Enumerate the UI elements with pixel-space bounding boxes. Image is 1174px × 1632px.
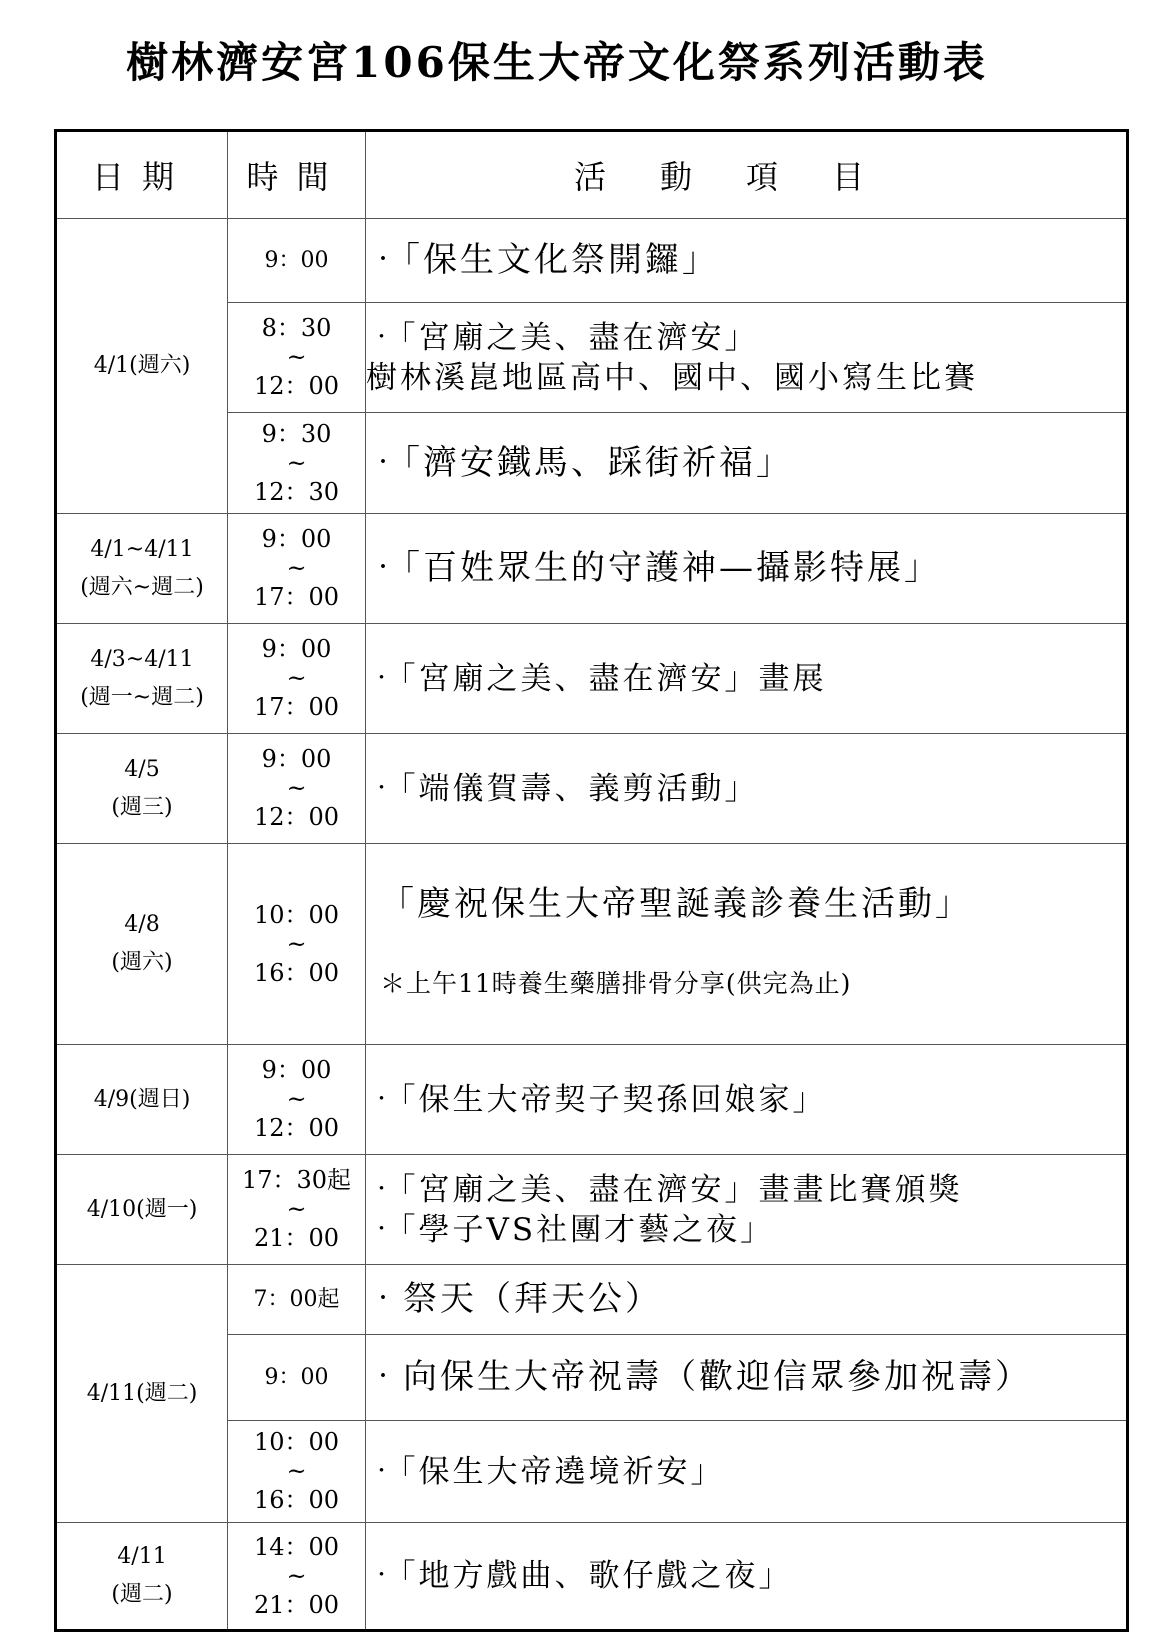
header-date: 日期 bbox=[56, 131, 228, 219]
table-row bbox=[56, 1523, 1128, 1631]
activity-text: 「慶祝保生大帝聖誕義診養生活動」 bbox=[380, 884, 972, 924]
activity-cell bbox=[366, 514, 1128, 624]
activity-cell bbox=[366, 1335, 1128, 1421]
table-row bbox=[56, 1155, 1128, 1265]
date-cell: 4/1(週六) bbox=[56, 219, 228, 514]
time-cell: 10：00 ~ 16：00 bbox=[228, 1421, 366, 1523]
date-cell: 4/11(週二) bbox=[56, 1265, 228, 1523]
activity-cell: ‧「宮廟之美、盡在濟安」畫畫比賽頒獎 ‧「學子VS社團才藝之夜」 bbox=[366, 1155, 1128, 1265]
table-row bbox=[56, 514, 1128, 624]
time-cell: 10：00 ~ 16：00 bbox=[228, 844, 366, 1045]
date-cell: 4/9(週日) bbox=[56, 1045, 228, 1155]
date-cell: 4/3~4/11 (週一~週二) bbox=[56, 624, 228, 734]
date-cell: 4/11 (週二) bbox=[56, 1523, 228, 1631]
activity-text: ‧向保生大帝祝壽（歡迎信眾參加祝壽） bbox=[366, 1357, 1032, 1397]
schedule-table bbox=[54, 129, 1129, 1632]
page-title: 樹林濟安宮106保生大帝文化祭系列活動表 bbox=[126, 38, 988, 87]
activity-cell bbox=[366, 413, 1128, 514]
time-cell: 8：30 ~ 12：00 bbox=[228, 303, 366, 413]
table-row bbox=[56, 1045, 1128, 1155]
table-row bbox=[56, 734, 1128, 844]
time-cell: 17：30起 ~ 21：00 bbox=[228, 1155, 366, 1265]
activity-cell: ‧「地方戲曲、歌仔戲之夜」 bbox=[366, 1523, 1128, 1631]
activity-text: ‧祭天（拜天公） bbox=[366, 1279, 662, 1319]
activity-cell bbox=[366, 1265, 1128, 1335]
time-cell: 9：00 ~ 12：00 bbox=[228, 734, 366, 844]
date-cell: 4/8 (週六) bbox=[56, 844, 228, 1045]
activity-note: ＊上午11時養生藥膳排骨分享(供完為止) bbox=[380, 969, 852, 998]
activity-cell bbox=[366, 219, 1128, 303]
time-cell: 9：00 ~ 17：00 bbox=[228, 624, 366, 734]
activity-cell: ‧「端儀賀壽、義剪活動」 bbox=[366, 734, 1128, 844]
table-row bbox=[56, 844, 1128, 1045]
table-row bbox=[56, 219, 1128, 303]
header-row bbox=[56, 131, 1128, 219]
activity-text: ‧「濟安鐵馬、踩街祈福」 bbox=[366, 442, 793, 483]
time-cell: 7：00起 bbox=[228, 1265, 366, 1335]
activity-text: ‧「保生文化祭開鑼」 bbox=[366, 240, 719, 280]
activity-cell: ‧「宮廟之美、盡在濟安」 樹林溪崑地區高中、國中、國小寫生比賽 bbox=[366, 303, 1128, 413]
activity-cell: ‧「保生大帝契子契孫回娘家」 bbox=[366, 1045, 1128, 1155]
activity-cell bbox=[366, 844, 1128, 1045]
activity-cell: ‧「保生大帝遶境祈安」 bbox=[366, 1421, 1128, 1523]
time-cell: 14：00 ~ 21：00 bbox=[228, 1523, 366, 1631]
date-cell: 4/5 (週三) bbox=[56, 734, 228, 844]
table-row bbox=[56, 624, 1128, 734]
header-activity: 活動項目 bbox=[366, 131, 1128, 219]
activity-cell: ‧「宮廟之美、盡在濟安」畫展 bbox=[366, 624, 1128, 734]
header-time: 時間 bbox=[228, 131, 366, 219]
time-cell: 9：00 ~ 17：00 bbox=[228, 514, 366, 624]
time-cell: 9：30 ~ 12：30 bbox=[228, 413, 366, 514]
time-cell: 9：00 ~ 12：00 bbox=[228, 1045, 366, 1155]
date-cell: 4/10(週一) bbox=[56, 1155, 228, 1265]
time-cell: 9：00 bbox=[228, 1335, 366, 1421]
time-cell: 9：00 bbox=[228, 219, 366, 303]
activity-text: ‧「百姓眾生的守護神—攝影特展」 bbox=[366, 548, 941, 588]
table-row bbox=[56, 1265, 1128, 1335]
date-cell: 4/1~4/11 (週六~週二) bbox=[56, 514, 228, 624]
